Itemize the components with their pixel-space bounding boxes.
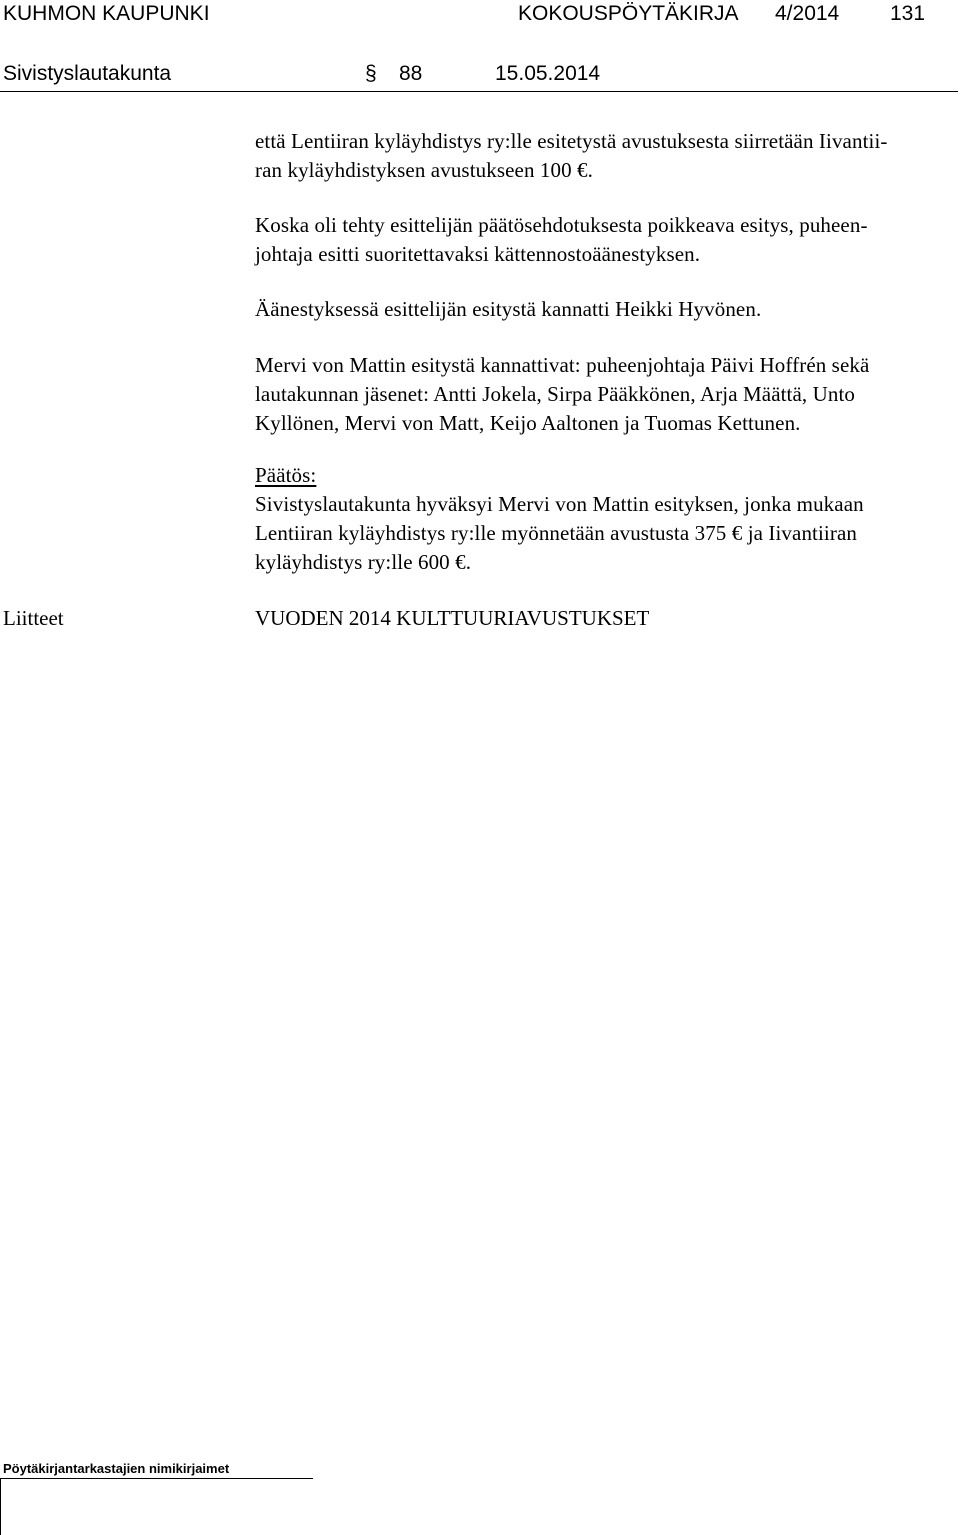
text-line: että Lentiiran kyläyhdistys ry:lle esitetystä avustuksesta siirretään Iivantii-: [255, 129, 888, 153]
paragraph-vote-result: [255, 295, 955, 324]
text-line: Mervi von Mattin esitystä kannattivat: puheenjohtaja Päivi Hoffrén sekä: [255, 353, 870, 377]
meeting-date: 15.05.2014: [495, 62, 601, 85]
text-line: lautakunnan jäsenet: Antti Jokela, Sirpa Pääkkönen, Arja Määttä, Unto: [255, 382, 856, 406]
decision-heading: Päätös:: [255, 463, 317, 487]
page-number: 131: [890, 2, 926, 25]
paragraph-decision: [255, 461, 955, 577]
body-name: Sivistyslautakunta: [3, 62, 172, 85]
text-line: johtaja esitti suoritettavaksi kättennostoäänestyksen.: [255, 242, 701, 266]
header-divider: [0, 91, 958, 92]
section-symbol: §: [365, 62, 377, 85]
attachment-item: VUODEN 2014 KULTTUURIAVUSTUKSET: [255, 606, 650, 630]
text-line: Kyllönen, Mervi von Matt, Keijo Aaltonen ja Tuomas Kettunen.: [255, 411, 801, 435]
organization-name: KUHMON KAUPUNKI: [3, 2, 210, 25]
footer-initials-rule: [0, 1478, 313, 1479]
paragraph-transfer: [255, 127, 955, 185]
attachments-label: Liitteet: [3, 606, 64, 630]
section-number: 88: [399, 62, 423, 85]
text-line: Koska oli tehty esittelijän päätösehdotuksesta poikkeava esitys, puheen-: [255, 213, 868, 237]
text-line: Äänestyksessä esittelijän esitystä kannatti Heikki Hyvönen.: [255, 297, 762, 321]
text-line: Sivistyslautakunta hyväksyi Mervi von Mattin esityksen, jonka mukaan: [255, 492, 864, 516]
text-line: ran kyläyhdistyksen avustukseen 100 €.: [255, 158, 593, 182]
issue-number: 4/2014: [775, 2, 840, 25]
text-line: Lentiiran kyläyhdistys ry:lle myönnetään avustusta 375 € ja Iivantiiran: [255, 521, 857, 545]
document-type: KOKOUSPÖYTÄKIRJA: [518, 2, 739, 25]
footer-initials-label: Pöytäkirjantarkastajien nimikirjaimet: [3, 1461, 230, 1476]
paragraph-supporters: [255, 351, 955, 438]
text-line: kyläyhdistys ry:lle 600 €.: [255, 550, 472, 574]
footer-initials-box-edge: [0, 1478, 1, 1535]
paragraph-vote-called: [255, 211, 955, 269]
